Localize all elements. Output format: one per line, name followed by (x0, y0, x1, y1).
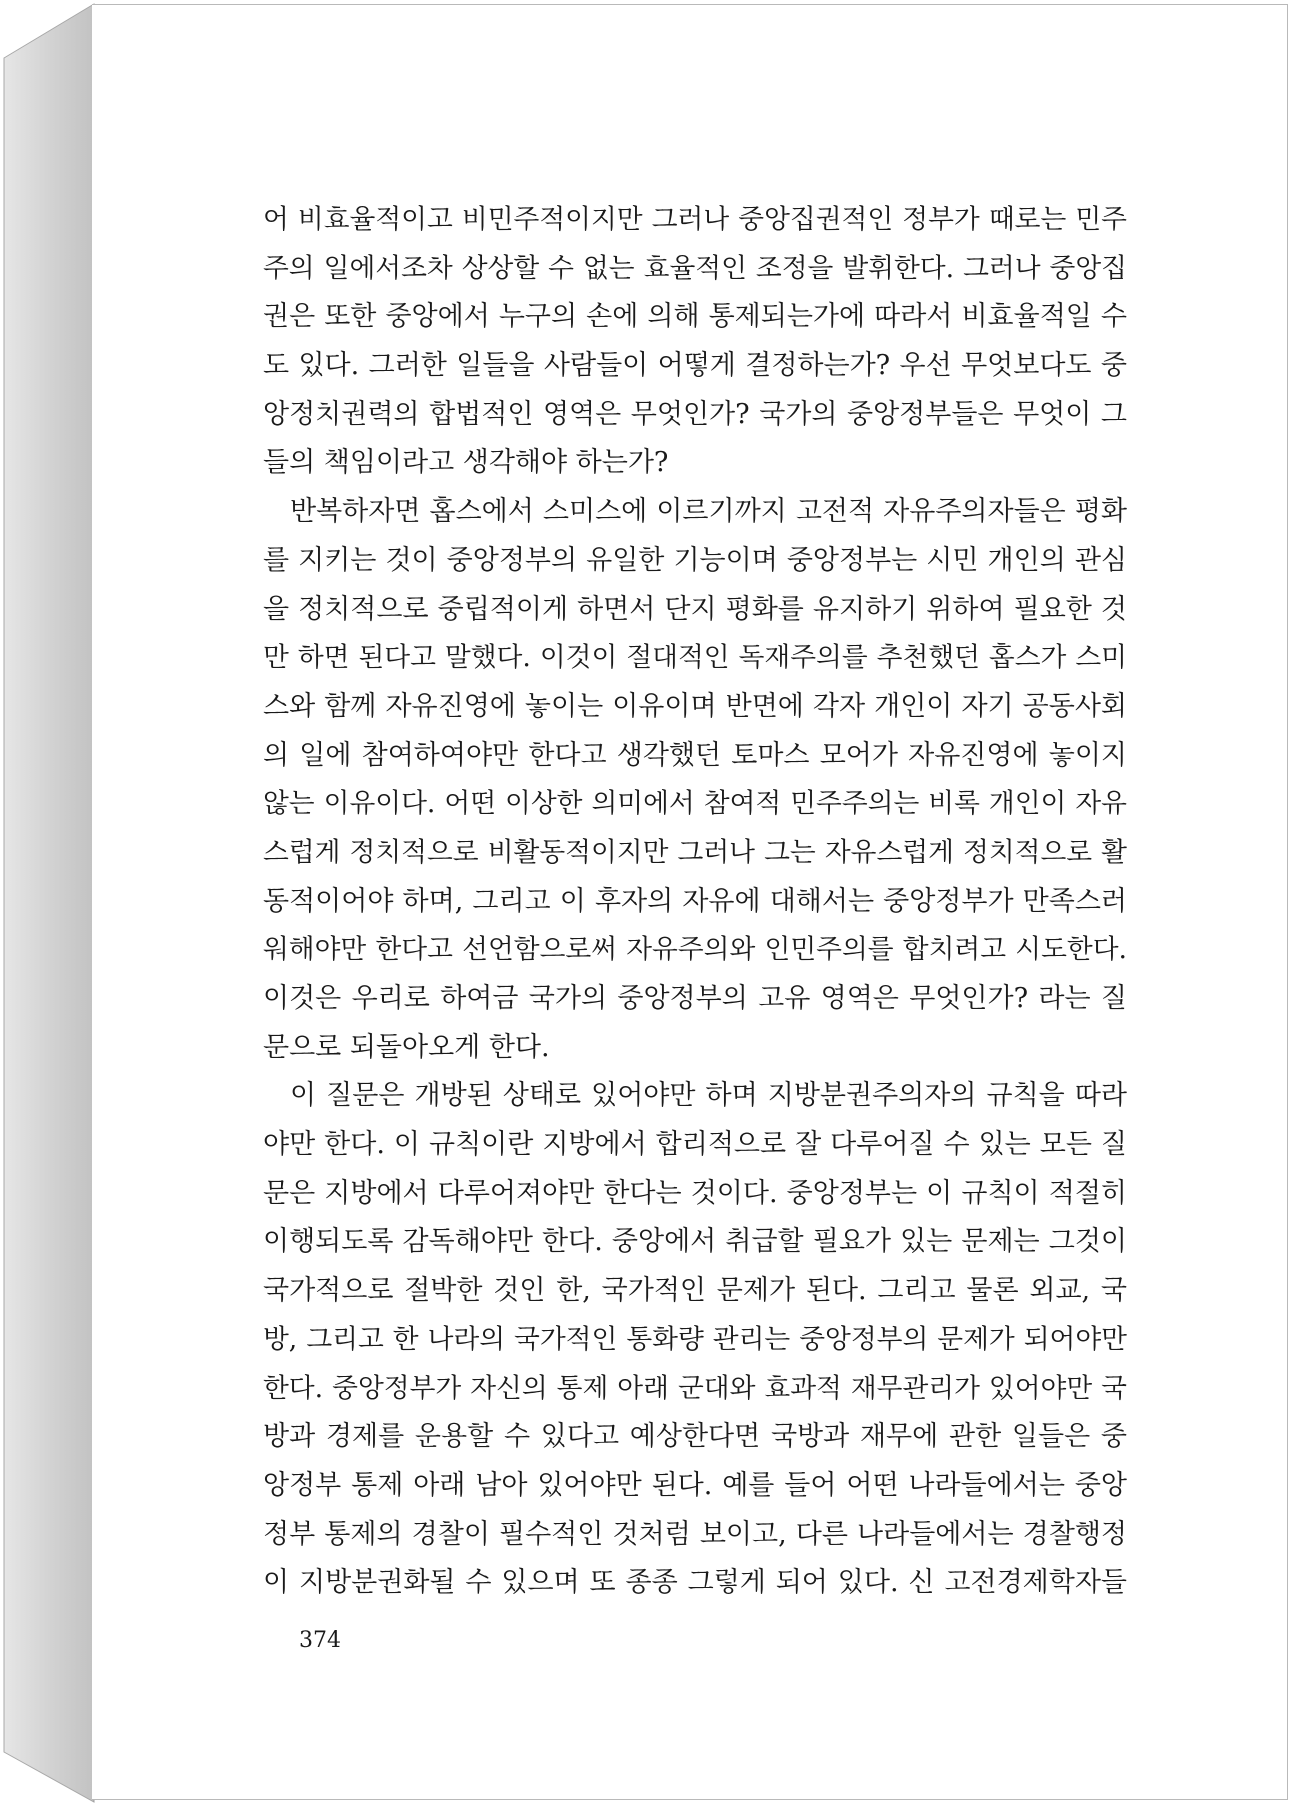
text-line: 을 정치적으로 중립적이게 하면서 단지 평화를 유지하기 위하여 필요한 것 (263, 593, 1127, 625)
text-line: 방과 경제를 운용할 수 있다고 예상한다면 국방과 재무에 관한 일들은 중 (263, 1421, 1127, 1453)
paragraph-2 (263, 488, 1127, 1072)
text-line: 앙정치권력의 합법적인 영역은 무엇인가? 국가의 중앙정부들은 무엇이 그 (263, 398, 1127, 430)
text-line: 않는 이유이다. 어떤 이상한 의미에서 참여적 민주주의는 비록 개인이 자유 (263, 788, 1127, 820)
text-line: 국가적으로 절박한 것인 한, 국가적인 문제가 된다. 그리고 물론 외교, 국 (263, 1275, 1127, 1307)
paragraph-3 (263, 1072, 1127, 1608)
paragraph-1 (263, 196, 1127, 488)
text-line: 야만 한다. 이 규칙이란 지방에서 합리적으로 잘 다루어질 수 있는 모든 질 (263, 1129, 1127, 1161)
text-line: 앙정부 통제 아래 남아 있어야만 된다. 예를 들어 어떤 나라들에서는 중앙 (263, 1469, 1127, 1501)
text-line: 권은 또한 중앙에서 누구의 손에 의해 통제되는가에 따라서 비효율적일 수 (263, 301, 1127, 333)
text-line: 문은 지방에서 다루어져야만 한다는 것이다. 중앙정부는 이 규칙이 적절히 (263, 1177, 1127, 1209)
text-line: 반복하자면 홉스에서 스미스에 이르기까지 고전적 자유주의자들은 평화 (290, 496, 1127, 528)
text-line: 한다. 중앙정부가 자신의 통제 아래 군대와 효과적 재무관리가 있어야만 국 (263, 1372, 1127, 1404)
text-line: 어 비효율적이고 비민주적이지만 그러나 중앙집권적인 정부가 때로는 민주 (263, 204, 1127, 235)
text-line: 워해야만 한다고 선언함으로써 자유주의와 인민주의를 합치려고 시도한다. (263, 934, 1127, 966)
text-line: 만 하면 된다고 말했다. 이것이 절대적인 독재주의를 추천했던 홉스가 스미 (263, 642, 1127, 674)
book-spine-graphic (0, 0, 100, 1806)
text-line: 이 질문은 개방된 상태로 있어야만 하며 지방분권주의자의 규칙을 따라 (290, 1080, 1127, 1112)
text-line: 를 지키는 것이 중앙정부의 유일한 기능이며 중앙정부는 시민 개인의 관심 (263, 544, 1127, 576)
text-line: 스와 함께 자유진영에 놓이는 이유이며 반면에 각자 개인이 자기 공동사회 (263, 690, 1127, 722)
text-line: 동적이어야 하며, 그리고 이 후자의 자유에 대해서는 중앙정부가 만족스러 (263, 885, 1127, 917)
text-line: 문으로 되돌아오게 한다. (263, 1031, 550, 1063)
text-line: 도 있다. 그러한 일들을 사람들이 어떻게 결정하는가? 우선 무엇보다도 중 (263, 350, 1127, 382)
text-line: 의 일에 참여하여야만 한다고 생각했던 토마스 모어가 자유진영에 놓이지 (263, 739, 1127, 771)
text-line: 주의 일에서조차 상상할 수 없는 효율적인 조정을 발휘한다. 그러나 중앙집 (263, 252, 1127, 284)
page-number: 374 (299, 1628, 341, 1653)
text-line: 스럽게 정치적으로 비활동적이지만 그러나 그는 자유스럽게 정치적으로 활 (263, 836, 1127, 868)
page-body-text (263, 196, 1127, 1616)
text-line: 들의 책임이라고 생각해야 하는가? (263, 447, 669, 479)
text-line: 이 지방분권화될 수 있으며 또 종종 그렇게 되어 있다. 신 고전경제학자들 (263, 1567, 1127, 1599)
text-line: 이행되도록 감독해야만 한다. 중앙에서 취급할 필요가 있는 문제는 그것이 (263, 1226, 1127, 1258)
book-spine (0, 0, 100, 1806)
text-line: 정부 통제의 경찰이 필수적인 것처럼 보이고, 다른 나라들에서는 경찰행정 (263, 1518, 1127, 1550)
text-line: 이것은 우리로 하여금 국가의 중앙정부의 고유 영역은 무엇인가? 라는 질 (263, 983, 1127, 1014)
text-line: 방, 그리고 한 나라의 국가적인 통화량 관리는 중앙정부의 문제가 되어야만 (263, 1323, 1127, 1355)
